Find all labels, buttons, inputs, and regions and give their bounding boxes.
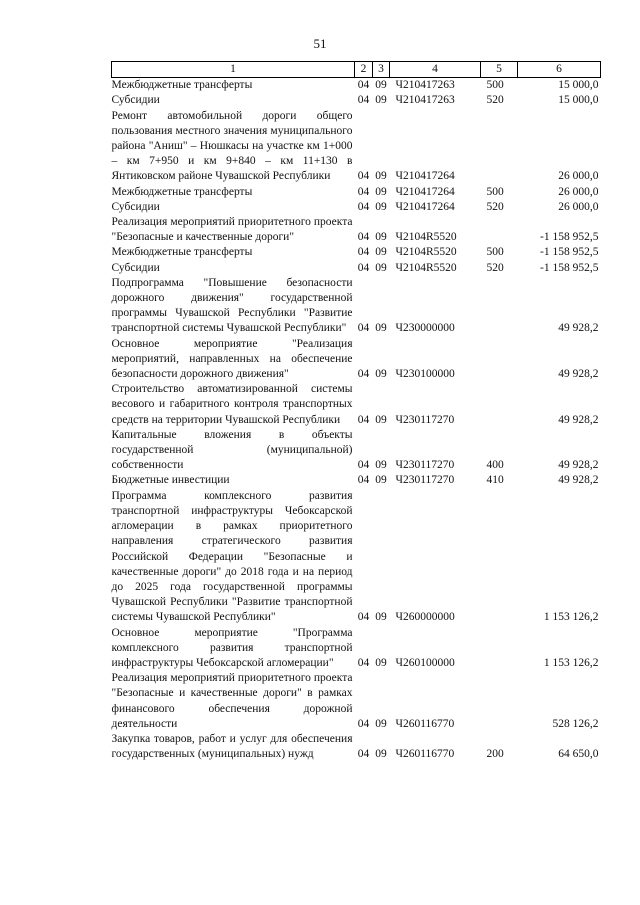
row-amount: 64 650,0	[558, 748, 599, 761]
header-cell: 5	[481, 62, 518, 78]
row-section-code: 04	[357, 200, 370, 213]
row-subsection-code: 09	[375, 611, 387, 624]
row-section-code: 04	[357, 611, 370, 624]
row-name: Субсидии	[111, 261, 160, 274]
table-body	[112, 78, 601, 763]
row-name: Строительство автоматизированной системы весового и габаритного контроля транспортных средств на территории Чувашской Республики	[111, 383, 353, 426]
row-target-article: Ч210417264	[395, 185, 455, 198]
row-name: Подпрограмма "Повышение безопасности дорожного движения" государственной программы Чувашской Республики "Развитие транспортной системы Чувашской Республики"	[111, 276, 353, 335]
row-name: Капитальные вложения в объекты государственной (муниципальной) собственности	[111, 428, 353, 472]
row-amount: 528 126,2	[552, 717, 599, 730]
row-expense-type	[481, 671, 518, 732]
row-section-code: 04	[357, 368, 370, 381]
row-name: Закупка товаров, работ и услуг для обеспечения государственных (муниципальных) нужд	[111, 732, 353, 761]
row-target-article: Ч210417263	[395, 94, 455, 107]
row-name: Бюджетные инвестиции	[111, 474, 230, 487]
row-expense-type: 520	[486, 94, 504, 107]
table-row	[112, 671, 601, 732]
table-row	[112, 489, 601, 626]
table-row	[112, 428, 601, 474]
row-amount: 49 928,2	[558, 322, 599, 335]
row-expense-type: 520	[486, 261, 504, 274]
row-expense-type: 500	[486, 185, 504, 198]
table-row	[112, 109, 601, 185]
row-subsection-code: 09	[375, 79, 387, 92]
row-expense-type: 410	[486, 474, 504, 487]
row-expense-type: 500	[486, 246, 504, 259]
header-cell: 3	[373, 62, 390, 78]
row-expense-type	[481, 109, 518, 185]
row-section-code: 04	[357, 94, 370, 107]
header-cell: 4	[390, 62, 481, 78]
header-cell: 6	[518, 62, 601, 78]
row-name: Основное мероприятие "Реализация мероприятий, направленных на обеспечение безопасности дорожного движения"	[111, 337, 353, 381]
row-subsection-code: 09	[375, 185, 387, 198]
row-amount: 26 000,0	[558, 170, 599, 183]
row-section-code: 04	[357, 170, 370, 183]
table-row	[112, 473, 601, 488]
row-amount: 49 928,2	[558, 459, 599, 472]
header-row	[112, 62, 601, 78]
row-amount: 49 928,2	[558, 474, 599, 487]
row-section-code: 04	[357, 656, 370, 669]
row-amount: 1 153 126,2	[543, 611, 599, 624]
row-name: Межбюджетные трансферты	[111, 79, 253, 92]
table-row	[112, 215, 601, 245]
row-name: Реализация мероприятий приоритетного проекта "Безопасные и качественные дороги"	[111, 216, 353, 244]
row-amount: 49 928,2	[558, 368, 599, 381]
header-cell: 2	[355, 62, 373, 78]
row-amount: 1 153 126,2	[543, 656, 599, 669]
row-amount: 26 000,0	[558, 200, 599, 213]
row-subsection-code: 09	[375, 94, 387, 107]
row-subsection-code: 09	[375, 200, 387, 213]
header-cell: 1	[112, 62, 355, 78]
row-subsection-code: 09	[375, 459, 387, 472]
row-expense-type	[481, 215, 518, 245]
row-expense-type: 200	[486, 748, 504, 761]
row-subsection-code: 09	[375, 748, 387, 761]
row-subsection-code: 09	[375, 717, 387, 730]
row-target-article: Ч260116770	[395, 748, 455, 761]
row-section-code: 04	[357, 459, 370, 472]
row-subsection-code: 09	[375, 246, 387, 259]
row-expense-type: 500	[486, 79, 504, 92]
row-section-code: 04	[357, 322, 370, 335]
row-section-code: 04	[357, 185, 370, 198]
row-target-article: Ч210417264	[395, 200, 455, 213]
row-name: Межбюджетные трансферты	[111, 246, 253, 259]
table-row	[112, 93, 601, 108]
row-section-code: 04	[357, 261, 370, 274]
row-name: Реализация мероприятий приоритетного проекта "Безопасные и качественные дороги" в рамках финансового обеспечения дорожной деятельности	[111, 672, 353, 730]
row-section-code: 04	[357, 474, 370, 487]
row-amount: 49 928,2	[558, 413, 599, 426]
row-amount: 15 000,0	[558, 79, 599, 92]
page-number: 51	[313, 36, 327, 51]
row-target-article: Ч210417264	[395, 170, 455, 183]
table-row	[112, 200, 601, 215]
row-target-article: Ч260100000	[395, 656, 455, 669]
row-target-article: Ч2104R5520	[395, 246, 457, 259]
row-subsection-code: 09	[375, 368, 387, 381]
row-section-code: 04	[357, 748, 370, 761]
row-section-code: 04	[357, 413, 370, 426]
row-section-code: 04	[357, 79, 370, 92]
row-name: Программа комплексного развития транспортной инфраструктуры Чебоксарской агломерации в рамках приоритетного направления стратегического развития Российской Федерации "Безопасные и качественные дороги" до 2018 года и на период до 2025 года государственной программы Чувашской Республики "Развитие транспортной системы Чувашской Республики"	[111, 489, 353, 624]
row-expense-type	[481, 489, 518, 626]
row-section-code: 04	[357, 246, 370, 259]
table-row	[112, 732, 601, 762]
row-amount: -1 158 952,5	[540, 246, 599, 259]
budget-table	[111, 61, 601, 762]
row-expense-type: 400	[486, 459, 504, 472]
row-target-article: Ч230100000	[395, 368, 455, 381]
row-subsection-code: 09	[375, 322, 387, 335]
row-expense-type	[481, 337, 518, 383]
row-subsection-code: 09	[375, 474, 387, 487]
row-target-article: Ч2104R5520	[395, 261, 457, 274]
table-row	[112, 78, 601, 94]
row-subsection-code: 09	[375, 413, 387, 426]
table-row	[112, 337, 601, 383]
row-target-article: Ч260116770	[395, 717, 455, 730]
row-target-article: Ч260000000	[395, 611, 455, 624]
row-name: Основное мероприятие "Программа комплексного развития транспортной инфраструктуры Чебоксарской агломерации"	[111, 626, 353, 669]
row-target-article: Ч230117270	[395, 413, 455, 426]
row-subsection-code: 09	[375, 261, 387, 274]
row-name: Ремонт автомобильной дороги общего пользования местного значения муниципального района "Аниш" – Нюшкасы на участке км 1+000 – км 7+950 и км 9+840 – км 11+130 в Янтиковском районе Чувашской Республики	[111, 109, 353, 183]
row-section-code: 04	[357, 231, 370, 244]
row-name: Межбюджетные трансферты	[111, 185, 253, 198]
table-header	[112, 62, 601, 78]
row-target-article: Ч230117270	[395, 474, 455, 487]
row-amount: 15 000,0	[558, 94, 599, 107]
row-amount: 26 000,0	[558, 185, 599, 198]
row-subsection-code: 09	[375, 231, 387, 244]
row-target-article: Ч210417263	[395, 79, 455, 92]
table-row	[112, 382, 601, 428]
row-name: Субсидии	[111, 200, 160, 213]
row-expense-type	[481, 626, 518, 672]
table-row	[112, 185, 601, 200]
row-name: Субсидии	[111, 94, 160, 107]
row-section-code: 04	[357, 717, 370, 730]
row-target-article: Ч230000000	[395, 322, 455, 335]
table-row	[112, 261, 601, 276]
row-subsection-code: 09	[375, 656, 387, 669]
row-target-article: Ч230117270	[395, 459, 455, 472]
row-subsection-code: 09	[375, 170, 387, 183]
row-amount: -1 158 952,5	[540, 261, 599, 274]
table-row	[112, 626, 601, 672]
row-target-article: Ч2104R5520	[395, 231, 457, 244]
table-row	[112, 245, 601, 260]
row-expense-type	[481, 382, 518, 428]
table-row	[112, 276, 601, 337]
row-expense-type	[481, 276, 518, 337]
row-amount: -1 158 952,5	[540, 231, 599, 244]
row-expense-type: 520	[486, 200, 504, 213]
